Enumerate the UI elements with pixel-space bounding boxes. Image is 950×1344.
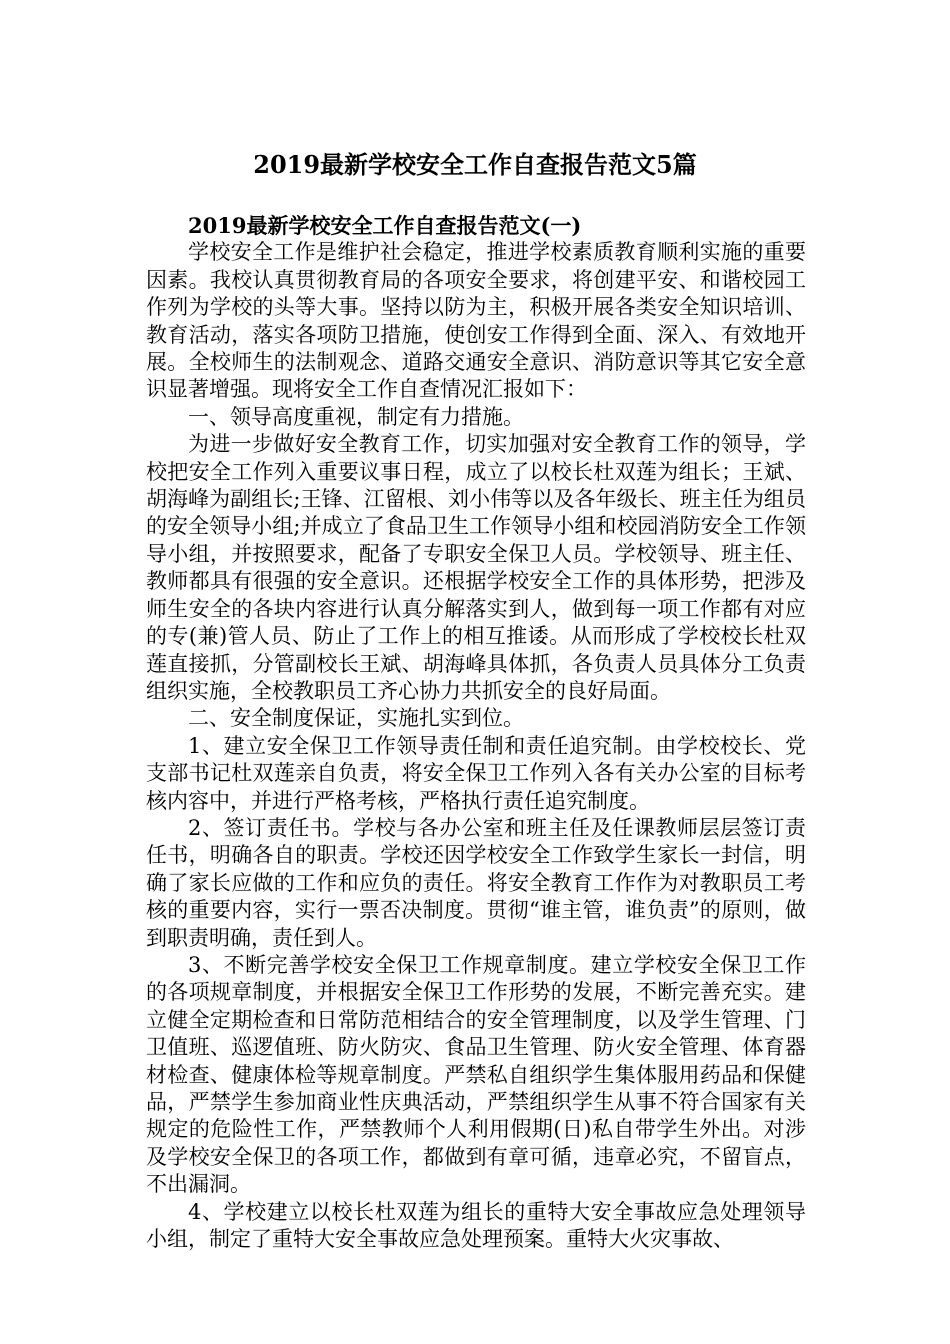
paragraph-item-1: 1、建立安全保卫工作领导责任制和责任追究制。由学校校长、党支部书记杜双莲亲自负责，将安全保卫工作列入各有关办公室的目标考核内容中，并进行严格考核，严格执行责任追究制度。: [146, 733, 806, 813]
paragraph-item-2: 2、签订责任书。学校与各办公室和班主任及任课教师层层签订责任书，明确各自的职责。学校还因学校安全工作致学生家长一封信，明确了家长应做的工作和应负的责任。将安全教育工作作为对教职员工考核的重要内容，实行一票否决制度。贯彻“谁主管，谁负责”的原则，做到职责明确，责任到人。: [146, 815, 806, 950]
section-title: 2019最新学校安全工作自查报告范文(一): [188, 213, 582, 238]
document-title: 2019最新学校安全工作自查报告范文5篇: [253, 150, 697, 179]
heading-leadership: 一、领导高度重视，制定有力措施。: [188, 404, 524, 429]
paragraph-item-3: 3、不断完善学校安全保卫工作规章制度。建立学校安全保卫工作的各项规章制度，并根据安全保卫工作形势的发展，不断完善充实。建立健全定期检查和日常防范相结合的安全管理制度，以及学生管理、门卫值班、巡逻值班、防火防灾、食品卫生管理、防火安全管理、体育器材检查、健康体检等规章制度。严禁私自组织学生集体服用药品和保健品，严禁学生参加商业性庆典活动，严禁组织学生从事不符合国家有关规定的危险性工作，严禁教师个人利用假期(日)私自带学生外出。对涉及学校安全保卫的各项工作，都做到有章可循，违章必究，不留盲点，不出漏洞。: [146, 952, 806, 1197]
paragraph-leadership: 为进一步做好安全教育工作，切实加强对安全教育工作的领导，学校把安全工作列入重要议事日程，成立了以校长杜双莲为组长；王斌、胡海峰为副组长;王锋、江留根、刘小伟等以及各年级长、班主任为组员的安全领导小组;并成立了食品卫生工作领导小组和校园消防安全工作领导小组，并按照要求，配备了专职安全保卫人员。学校领导、班主任、教师都具有很强的安全意识。还根据学校安全工作的具体形势，把涉及师生安全的各块内容进行认真分解落实到人，做到每一项工作都有对应的专(兼)管人员、防止了工作上的相互推诿。从而形成了学校校长杜双莲直接抓，分管副校长王斌、胡海峰具体抓，各负责人员具体分工负责组织实施，全校教职员工齐心协力共抓安全的良好局面。: [146, 432, 806, 703]
document-body: [146, 212, 806, 1253]
paragraph-intro: 学校安全工作是维护社会稳定，推进学校素质教育顺利实施的重要因素。我校认真贯彻教育局的各项安全要求，将创建平安、和谐校园工作列为学校的头等大事。坚持以防为主，积极开展各类安全知识培训、教育活动，落实各项防卫措施，使创安工作得到全面、深入、有效地开展。全校师生的法制观念、道路交通安全意识、消防意识等其它安全意识显著增强。现将安全工作自查情况汇报如下：: [146, 240, 806, 402]
heading-system: 二、安全制度保证，实施扎实到位。: [188, 706, 524, 731]
paragraph-item-4: 4、学校建立以校长杜双莲为组长的重特大安全事故应急处理领导小组，制定了重特大安全事故应急处理预案。重特大火灾事故、: [146, 1199, 806, 1252]
